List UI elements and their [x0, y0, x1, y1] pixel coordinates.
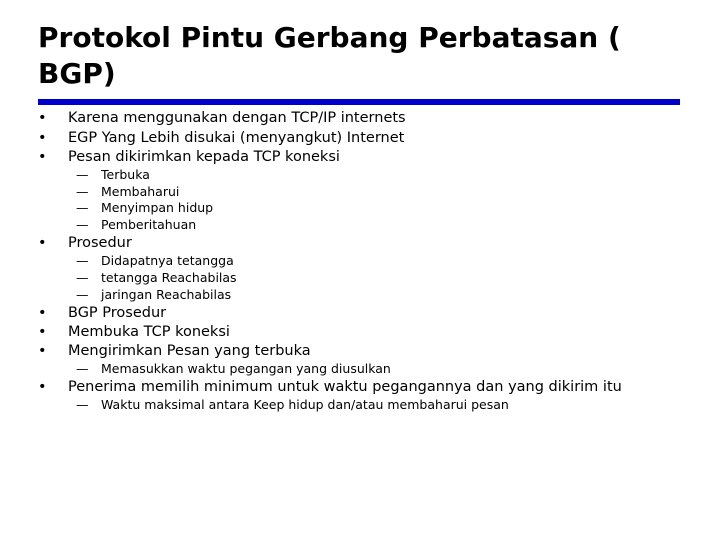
sub-bullet-text: Terbuka — [101, 167, 150, 182]
sub-bullet-text: jaringan Reachabilas — [101, 287, 232, 302]
bullet-text: BGP Prosedur — [68, 305, 167, 321]
sub-bullet-text: Pemberitahuan — [101, 217, 197, 232]
bullet-marker: • — [38, 343, 47, 359]
bullet-text: Pesan dikirimkan kepada TCP koneksi — [68, 149, 340, 165]
sub-bullet-marker: — — [76, 361, 89, 376]
bullet-marker: • — [38, 379, 47, 395]
sub-bullet-marker: — — [76, 253, 89, 268]
sub-bullet-marker: — — [76, 270, 89, 285]
bullet-marker: • — [38, 324, 47, 340]
sub-bullet-marker: — — [76, 217, 89, 232]
sub-bullet-marker: — — [76, 287, 89, 302]
sub-bullet-marker: — — [76, 184, 89, 199]
sub-bullet-text: Waktu maksimal antara Keep hidup dan/atau membaharui pesan — [101, 397, 509, 412]
bullet-marker: • — [38, 130, 47, 146]
bullet-text: Karena menggunakan dengan TCP/IP internets — [68, 110, 406, 126]
bullet-marker: • — [38, 235, 47, 251]
sub-bullet-text: Didapatnya tetangga — [101, 253, 234, 268]
title-underline — [38, 99, 680, 105]
bullet-text: Mengirimkan Pesan yang terbuka — [68, 343, 311, 359]
sub-bullet-text: Menyimpan hidup — [101, 200, 214, 215]
bullet-text: Penerima memilih minimum untuk waktu pegangannya dan yang dikirim itu — [68, 379, 622, 395]
bullet-text: Prosedur — [68, 235, 132, 251]
bullet-marker: • — [38, 110, 47, 126]
bullet-marker: • — [38, 149, 47, 165]
bullet-text: EGP Yang Lebih disukai (menyangkut) Internet — [68, 130, 405, 146]
sub-bullet-marker: — — [76, 167, 89, 182]
slide-title: Protokol Pintu Gerbang Perbatasan ( BGP) — [38, 21, 621, 90]
sub-bullet-text: tetangga Reachabilas — [101, 270, 237, 285]
sub-bullet-marker: — — [76, 397, 89, 412]
sub-bullet-text: Memasukkan waktu pegangan yang diusulkan — [101, 361, 391, 376]
sub-bullet-text: Membaharui — [101, 184, 180, 199]
bullet-text: Membuka TCP koneksi — [68, 324, 230, 340]
sub-bullet-marker: — — [76, 200, 89, 215]
bullet-marker: • — [38, 305, 47, 321]
